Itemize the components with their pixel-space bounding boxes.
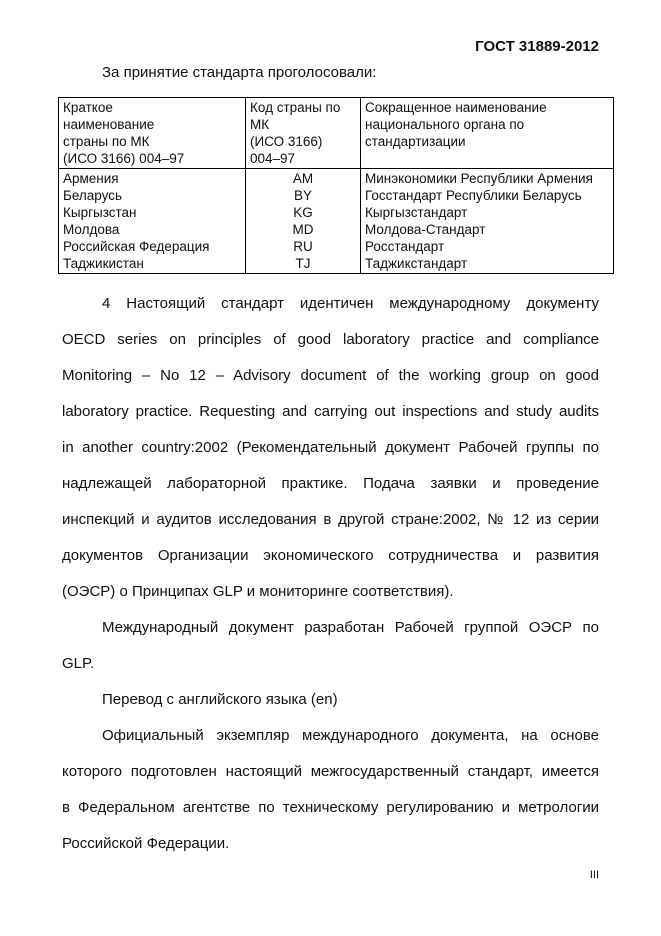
country-code: TJ <box>295 256 311 271</box>
header-line: (ИСО 3166) <box>250 134 323 149</box>
header-line: наименование <box>63 117 155 132</box>
standards-body-cell <box>361 169 614 274</box>
country-name: Кыргызстан <box>63 205 137 220</box>
country-name: Беларусь <box>63 188 123 203</box>
body-text <box>62 286 599 862</box>
header-line: страны по МК <box>63 134 150 149</box>
table-header-row <box>59 98 614 169</box>
country-code: AM <box>292 171 314 186</box>
text-line: в Федеральном агентстве по техническому регулированию и метрологии <box>62 799 599 816</box>
standards-body-name: Кыргызстандарт <box>365 205 468 220</box>
country-name: Таджикистан <box>63 256 144 271</box>
standards-body-name: Таджикстандарт <box>365 256 468 271</box>
text-line: Перевод с английского языка (en) <box>102 691 338 708</box>
header-line: Краткое <box>63 100 113 115</box>
text-line: (ОЭСР) о Принципах GLP и мониторинге соответствия). <box>62 583 454 600</box>
standards-body-name: Молдова-Стандарт <box>365 222 486 237</box>
header-line: (ИСО 3166) 004–97 <box>63 151 185 166</box>
text-line: laboratory practice. Requesting and carrying out inspections and study audits <box>62 403 599 420</box>
header-line: Сокращенное наименование <box>365 100 547 115</box>
text-line: OECD series on principles of good laboratory practice and compliance <box>62 331 599 348</box>
country-code: RU <box>293 239 313 254</box>
header-line: Код страны по <box>250 100 341 115</box>
header-line: национального органа по <box>365 117 525 132</box>
header-line: 004–97 <box>250 151 296 166</box>
table-body-row <box>59 169 614 274</box>
page-number: III <box>589 869 599 881</box>
header-standards-body <box>361 98 614 169</box>
paragraph-developed-by <box>62 610 599 682</box>
text-line: GLP. <box>62 655 95 672</box>
country-code: KG <box>293 205 313 220</box>
text-line: надлежащей лабораторной практике. Подача заявки и проведение <box>62 475 599 492</box>
country-name: Армения <box>63 171 119 186</box>
text-line: документов Организации экономического сотрудничества и развития <box>62 547 599 564</box>
paragraph-identical-document <box>62 286 599 610</box>
text-line: 4 Настоящий стандарт идентичен международному документу <box>102 295 599 312</box>
text-line: in another country:2002 (Рекомендательный документ Рабочей группы по <box>62 439 599 456</box>
voted-title: За принятие стандарта проголосовали: <box>102 64 377 81</box>
country-name: Российская Федерация <box>63 239 210 254</box>
paragraph-official-copy <box>62 718 599 862</box>
member-countries-table <box>58 97 614 274</box>
text-line: Monitoring – No 12 – Advisory document of the working group on good <box>62 367 599 384</box>
header-country-name <box>59 98 246 169</box>
text-line: которого подготовлен настоящий межгосударственный стандарт, имеется <box>62 763 599 780</box>
document-code-header: ГОСТ 31889-2012 <box>475 38 599 55</box>
text-line: Российской Федерации. <box>62 835 230 852</box>
text-line: Официальный экземпляр международного документа, на основе <box>102 727 599 744</box>
country-code: BY <box>293 188 312 203</box>
standards-body-name: Росстандарт <box>365 239 445 254</box>
standards-body-name: Минэкономики Республики Армения <box>365 171 593 186</box>
country-code-cell <box>246 169 361 274</box>
text-line: Международный документ разработан Рабочей группой ОЭСР по <box>102 619 599 636</box>
text-line: инспекций и аудитов исследования в другой стране:2002, № 12 из серии <box>62 511 599 528</box>
header-line: МК <box>250 117 270 132</box>
standards-body-name: Госстандарт Республики Беларусь <box>365 188 582 203</box>
country-name: Молдова <box>63 222 120 237</box>
header-country-code <box>246 98 361 169</box>
country-code: MD <box>292 222 314 237</box>
header-line: стандартизации <box>365 134 466 149</box>
country-name-cell <box>59 169 246 274</box>
paragraph-translation <box>62 682 599 718</box>
